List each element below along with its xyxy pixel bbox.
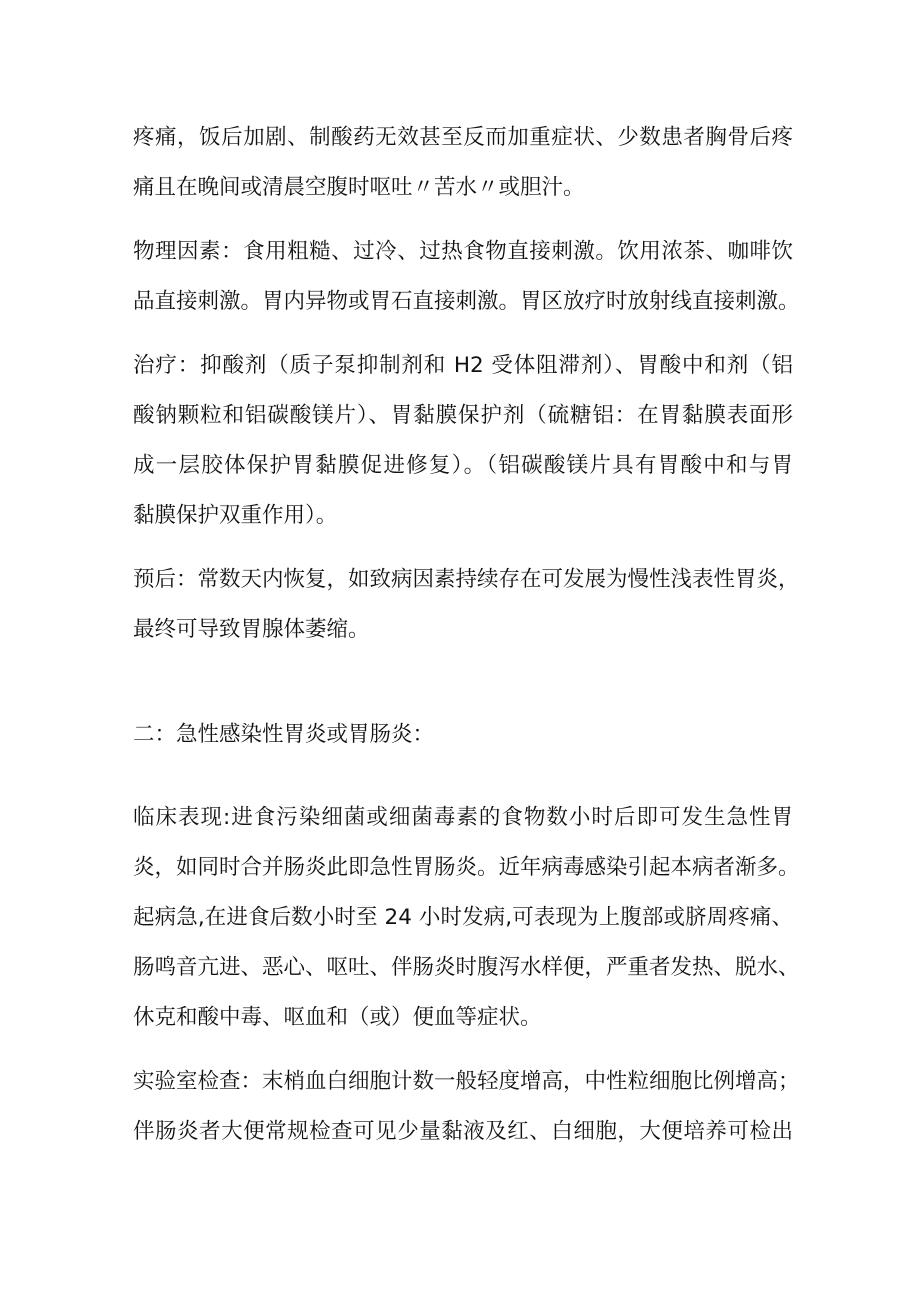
paragraph-physical-factors (133, 227, 800, 327)
text-line: 治疗：抑酸剂（质子泵抑制剂和 H2 受体阻滞剂）、胃酸中和剂（铝 (133, 353, 793, 378)
text-line: 实验室检查：末梢血白细胞计数一般轻度增高，中性粒细胞比例增高； (133, 1069, 800, 1094)
text-line: 成一层胶体保护胃黏膜促进修复）。（铝碳酸镁片具有胃酸中和与胃 (133, 453, 793, 478)
text-line: 起病急,在进食后数小时至 24 小时发病,可表现为上腹部或脐周疼痛、 (133, 905, 793, 930)
text-line: 预后：常数天内恢复，如致病因素持续存在可发展为慢性浅表性胃炎， (133, 567, 800, 592)
text-line: 炎，如同时合并肠炎此即急性胃肠炎。近年病毒感染引起本病者渐多。 (133, 855, 800, 880)
heading-text: 二：急性感染性胃炎或胃肠炎： (133, 722, 435, 747)
section-heading (133, 710, 793, 760)
paragraph-symptoms (133, 113, 793, 213)
text-line: 酸钠颗粒和铝碳酸镁片）、胃黏膜保护剂（硫糖铝：在胃黏膜表面形 (133, 403, 793, 428)
text-line: 肠鸣音亢进、恶心、呕吐、伴肠炎时腹泻水样便，严重者发热、脱水、 (133, 955, 800, 980)
text-line: 最终可导致胃腺体萎缩。 (133, 617, 370, 642)
text-line: 休克和酸中毒、呕血和（或）便血等症状。 (133, 1005, 542, 1030)
text-line: 痛且在晚间或清晨空腹时呕吐〃苦水〃或胆汁。 (133, 175, 585, 200)
paragraph-treatment (133, 341, 793, 541)
text-line: 伴肠炎者大便常规检查可见少量黏液及红、白细胞，大便培养可检出 (133, 1119, 793, 1144)
text-line: 疼痛，饭后加剧、制酸药无效甚至反而加重症状、少数患者胸骨后疼 (133, 125, 793, 150)
paragraph-clinical-presentation (133, 793, 800, 1043)
text-line: 品直接刺激。胃内异物或胃石直接刺激。胃区放疗时放射线直接刺激。 (133, 289, 800, 314)
text-line: 临床表现:进食污染细菌或细菌毒素的食物数小时后即可发生急性胃 (133, 805, 793, 830)
text-line: 黏膜保护双重作用）。 (133, 503, 338, 528)
paragraph-lab-tests (133, 1057, 800, 1157)
text-line: 物理因素：食用粗糙、过冷、过热食物直接刺激。饮用浓茶、咖啡饮 (133, 239, 793, 264)
paragraph-prognosis (133, 555, 800, 655)
